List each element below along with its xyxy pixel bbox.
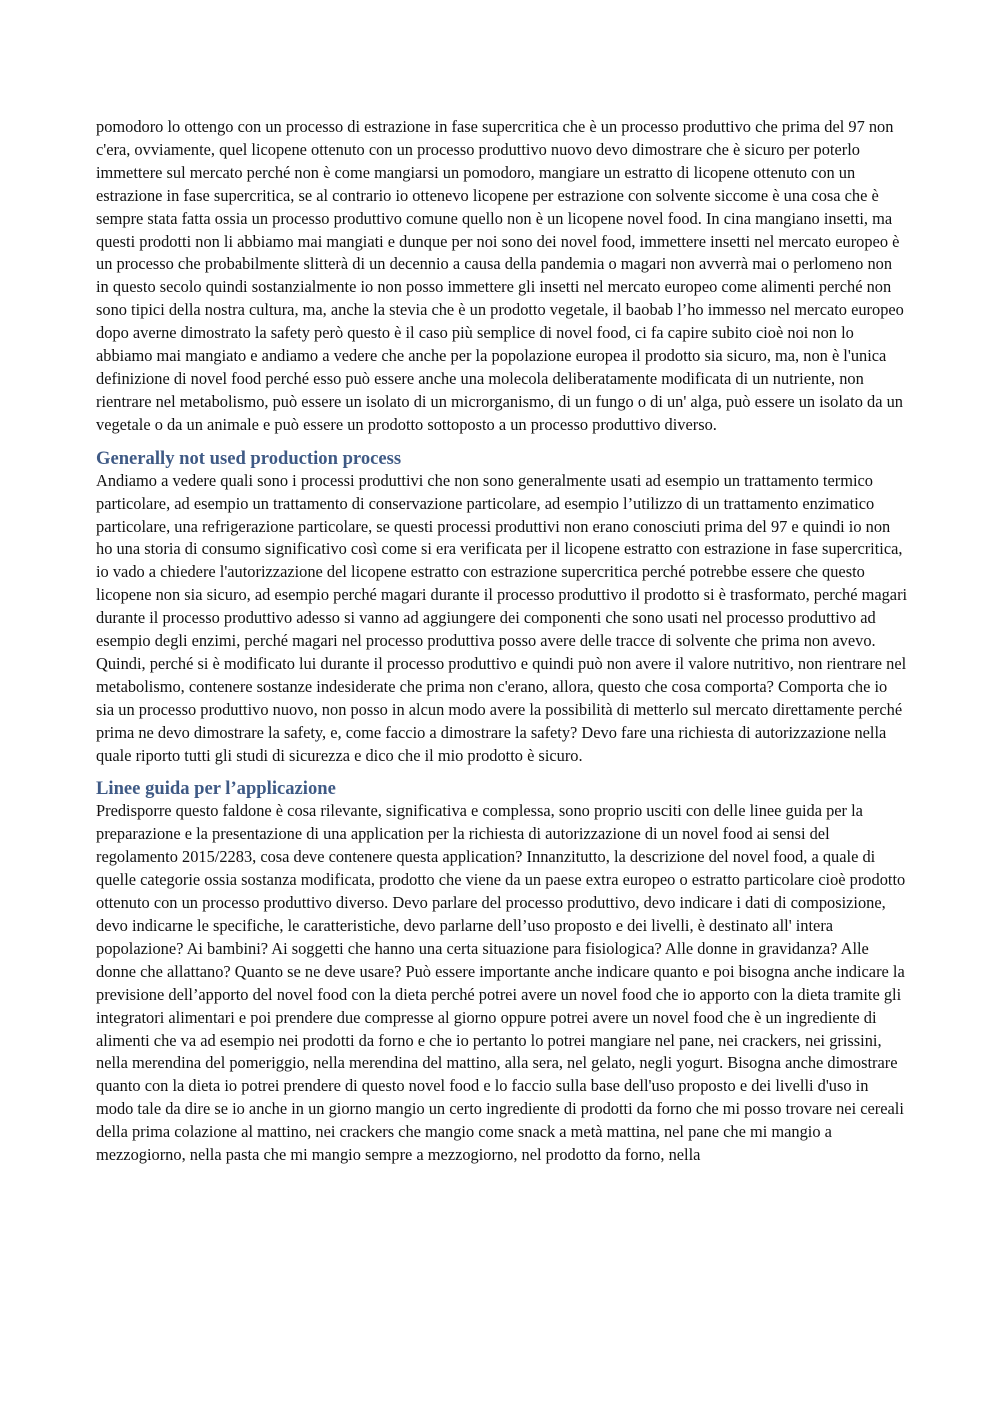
section-heading-guidelines: Linee guida per l’applicazione — [96, 778, 336, 800]
section-heading-production-process: Generally not used production process — [96, 447, 402, 469]
paragraph-guidelines: Predisporre questo faldone è cosa rilevante, significativa e complessa, sono proprio usciti con delle linee guida per la preparazione e la presentazione di una application per la richiesta di autorizzazione di un novel food ai sensi del regolamento 2015/2283, cosa deve contenere questa application? Innanzitutto, la descrizione del novel food, a quale di quelle categorie ossia sostanza modificata, prodotto che viene da un paese extra europeo o estratto particolare cioè prodotto ottenuto con un processo produttivo diverso. Devo parlare del processo produttivo, devo indicare i dati di composizione, devo indicarne le specifiche, le caratteristiche, devo parlarne dell’uso proposto e dei livelli, è destinato all' intera popolazione? Ai bambini? Ai soggetti che hanno una certa situazione para fisiologica? Alle donne in gravidanza? Alle donne che allattano? Quanto se ne deve usare? Può essere importante anche indicare quanto e poi bisogna anche indicare la previsione dell’apporto del novel food con la dieta perché potrei avere un novel food che io apporto con la dieta tramite gli integratori alimentari e poi prendere due compresse al giorno oppure potrei avere un novel food che è un ingrediente di alimenti che va ad esempio nei prodotti da forno e che io pertanto lo potrei mangiare nel pane, nei crackers, nei grissini, nella merendina del pomeriggio, nella merendina del mattino, alla sera, nel gelato, negli yogurt. Bisogna anche dimostrare quanto con la dieta io potrei prendere di questo novel food e lo faccio sulla base dell'uso proposto e dei livelli d'uso in modo tale da dire se io anche in un giorno mangio un certo ingrediente di prodotti da forno che mi posso trovare nei cereali della prima colazione al mattino, nei crackers che mangio come snack a metà mattina, nel pane che mi mangio a mezzogiorno, nella pasta che mi mangio sempre a mezzogiorno, nel prodotto da forno, nella — [96, 801, 906, 1165]
paragraph-intro: pomodoro lo ottengo con un processo di estrazione in fase supercritica che è un processo produttivo che prima del 97 non c'era, ovviamente, quel licopene ottenuto con un processo produttivo nuovo devo dimostrare che è sicuro per poterlo immettere sul mercato perché non è come mangiarsi un pomodoro, mangiare un estratto di licopene ottenuto con un estrazione in fase supercritica, se al contrario io ottenevo licopene per estrazione con solvente siccome è una cosa che è sempre stata fatta ossia un processo produttivo comune quello non è un licopene novel food. In cina mangiano insetti, ma questi prodotti non li abbiamo mai mangiati e dunque per noi sono dei novel food, immettere insetti nel mercato europeo è un processo che probabilmente slitterà di un decennio a causa della pandemia o magari non avverrà mai o perlomeno non in questo secolo quindi sostanzialmente io non posso immettere gli insetti nel mercato europeo come alimenti perché non sono tipici della nostra cultura, ma, anche la stevia che è un prodotto vegetale, il baobab l’ho immesso nel mercato europeo dopo averne dimostrato la safety però questo è il caso più semplice di novel food, ci fa capire subito cioè noi non lo abbiamo mai mangiato e andiamo a vedere che anche per la popolazione europea il prodotto sia sicuro, ma, non è l'unica definizione di novel food perché esso può essere anche una molecola deliberatamente modificata di un nutriente, non rientrare nel metabolismo, può essere un isolato di un microrganismo, di un fungo o di un' alga, può essere un isolato da un vegetale o da un animale e può essere un prodotto sottoposto a un processo produttivo diverso. — [96, 117, 904, 434]
document-page — [96, 116, 908, 1167]
paragraph-production-process: Andiamo a vedere quali sono i processi produttivi che non sono generalmente usati ad esempio un trattamento termico particolare, ad esempio un trattamento di conservazione particolare, ad esempio l’utilizzo di un trattamento enzimatico particolare, una refrigerazione particolare, se questi processi produttivi non erano conosciuti prima del 97 e quindi io non ho una storia di consumo significativo così come si era verificata per il licopene estratto con estrazione in fase supercritica, io vado a chiedere l'autorizzazione del licopene estratto con estrazione supercritica perché potrebbe essere che questo licopene non sia sicuro, ad esempio perché magari durante il processo produttivo il prodotto si è trasformato, perché magari durante il processo produttivo adesso si vanno ad aggiungere dei componenti che sono usati nel processo produttivo ad esempio degli enzimi, perché magari nel processo produttiva posso avere delle tracce di solvente che prima non avevo. Quindi, perché si è modificato lui durante il processo produttivo e quindi può non avere il valore nutritivo, non rientrare nel metabolismo, contenere sostanze indesiderate che prima non c'erano, allora, questo che cosa comporta? Comporta che io sia un processo produttivo nuovo, non posso in alcun modo avere la possibilità di metterlo sul mercato direttamente perché prima ne devo dimostrare la safety, e, come faccio a dimostrare la safety? Devo fare una richiesta di autorizzazione nella quale riporto tutti gli studi di sicurezza e dico che il mio prodotto è sicuro. — [96, 470, 908, 765]
